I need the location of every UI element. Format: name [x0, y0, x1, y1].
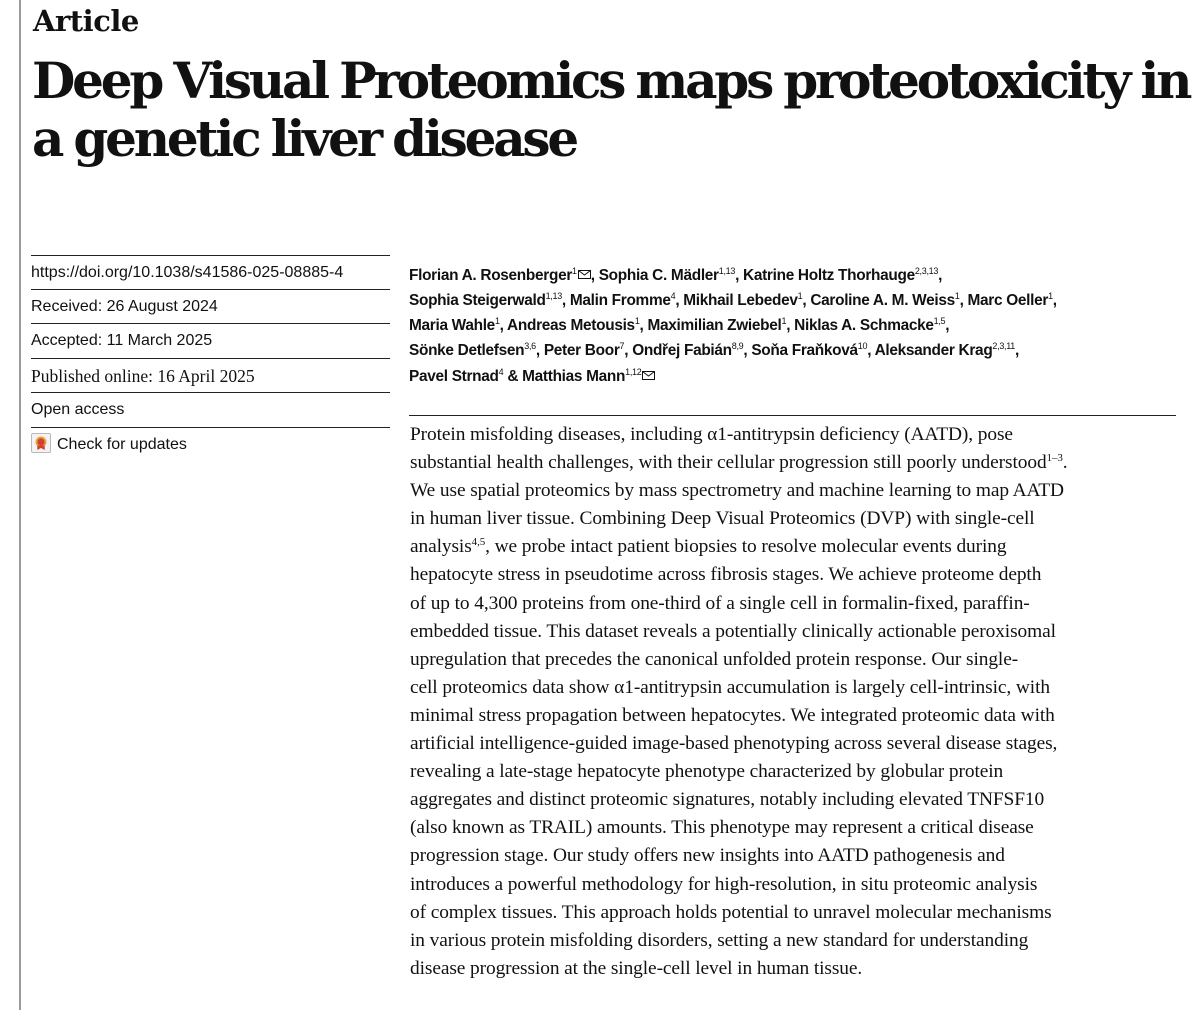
abstract-line: [410, 561, 1145, 589]
corresponding-author-envelope-icon[interactable]: [578, 262, 591, 287]
author-affiliation: 1,13: [545, 291, 562, 301]
abstract-line: [410, 590, 1145, 618]
abstract-text: (also known as TRAIL) amounts. This phenotype may represent a critical disease: [410, 817, 1034, 839]
abstract-text: .: [1062, 452, 1068, 474]
author-affiliation: 1: [634, 316, 640, 326]
author-affiliation: 1: [954, 291, 960, 301]
abstract-text: revealing a late-stage hepatocyte phenotype characterized by globular protein: [410, 761, 1004, 783]
abstract-text: upregulation that precedes the canonical unfolded protein response. Our single-: [410, 648, 1019, 670]
abstract-line: [410, 814, 1145, 842]
page-left-rule: [19, 0, 21, 1010]
author-name[interactable]: Florian A. Rosenberger: [409, 267, 573, 284]
doi-link[interactable]: https://doi.org/10.1038/s41586-025-08885-4: [31, 255, 390, 290]
author-name[interactable]: Aleksander Krag: [874, 342, 993, 359]
author-name[interactable]: Sophia C. Mädler: [598, 267, 719, 284]
author-name[interactable]: Mikhail Lebedev: [683, 292, 798, 309]
abstract-line: [410, 955, 1145, 983]
abstract-line: [410, 899, 1145, 927]
author-name[interactable]: Sophia Steigerwald: [409, 292, 546, 309]
abstract-text: , we probe intact patient biopsies to resolve molecular events during: [485, 536, 1007, 558]
abstract-line: [410, 786, 1145, 814]
abstract-text: of up to 4,300 proteins from one-third of a single cell in formalin-fixed, paraffin-: [410, 592, 1030, 614]
published-date: Published online: 16 April 2025: [31, 359, 390, 394]
abstract-line: [410, 618, 1145, 646]
check-for-updates-label: Check for updates: [57, 435, 187, 453]
article-metadata-panel: [31, 255, 390, 462]
author-affiliation: 7: [619, 341, 625, 351]
abstract-text: substantial health challenges, with their cellular progression still poorly understood: [410, 452, 1047, 474]
abstract-text: introduces a powerful methodology for high-resolution, in situ proteomic analysis: [410, 873, 1038, 895]
article-type-label: Article: [33, 4, 139, 38]
author-affiliation: 3,6: [524, 341, 536, 351]
author-name[interactable]: Malin Fromme: [569, 292, 671, 309]
abstract-text: artificial intelligence-guided image-based phenotyping across several disease stages,: [410, 733, 1058, 755]
author-affiliation: 1: [1048, 291, 1053, 301]
abstract-line: [410, 842, 1145, 870]
abstract-text: analysis: [410, 536, 472, 558]
author-affiliation: 1,13: [718, 266, 736, 276]
author-list: Florian A. Rosenberger$^1$ , Sophia C. Mädler$^{1,13}$, Katrine Holtz Thorhauge$^{2,3,13}$, Sophia Steigerwald$^{1,13}$, Malin Fromme$^4$, Mikhail Lebedev$^1$, Caroline A. M. Weiss$^1$, Marc Oeller$^1$, Maria Wahle$^1$, Andreas Metousis$^1$, Maximilian Zwiebel$^1$, Niklas A. Schmacke$^{1,5}$, Sönke Detlefsen$^{3,6}$, Peter Boor$^7$, Ondřej Fabián$^{8,9}$, Soňa Fraňková$^{10}$, Aleksander Krag$^{2,3,11}$, Pavel Strnad$^4$ & Matthias Mann$^{1,12}$: [409, 262, 1184, 389]
author-name[interactable]: Peter Boor: [543, 342, 620, 359]
abstract-line: [410, 477, 1145, 505]
abstract-line: [410, 533, 1145, 561]
accepted-date: Accepted: 11 March 2025: [31, 324, 390, 359]
abstract-text: cell proteomics data show α1-antitrypsin accumulation is largely cell-intrinsic, with: [410, 676, 1050, 698]
abstract-text: progression stage. Our study offers new insights into AATD pathogenesis and: [410, 845, 1005, 867]
author-name[interactable]: Pavel Strnad: [409, 368, 499, 385]
abstract-text: disease progression at the single-cell level in human tissue.: [410, 957, 863, 979]
abstract-line: [410, 871, 1145, 899]
author-affiliation: 8,9: [731, 341, 744, 351]
abstract-text: We use spatial proteomics by mass spectrometry and machine learning to map AATD: [410, 480, 1064, 502]
author-name[interactable]: Caroline A. M. Weiss: [810, 292, 955, 309]
corresponding-author-envelope-icon[interactable]: [642, 363, 655, 388]
check-for-updates-button[interactable]: [31, 428, 390, 463]
abstract-line: [410, 927, 1145, 955]
abstract-line: [410, 674, 1145, 702]
author-affiliation: 1: [572, 266, 577, 276]
abstract-line: [410, 702, 1145, 730]
received-date: Received: 26 August 2024: [31, 290, 390, 325]
author-name[interactable]: Andreas Metousis: [507, 317, 635, 334]
author-name[interactable]: Marc Oeller: [967, 292, 1049, 309]
abstract-text: aggregates and distinct proteomic signatures, notably including elevated TNFSF10: [410, 789, 1045, 811]
abstract-line: [410, 421, 1145, 449]
abstract-text: of complex tissues. This approach holds potential to unravel molecular mechanisms: [410, 901, 1052, 923]
author-affiliation: 2,3,13: [914, 266, 939, 276]
author-affiliation: 1: [797, 291, 803, 301]
abstract-line: [410, 505, 1145, 533]
author-affiliation: 4: [670, 291, 676, 301]
abstract-line: [410, 449, 1145, 477]
abstract-divider: [409, 415, 1176, 416]
abstract-text: hepatocyte stress in pseudotime across fibrosis stages. We achieve proteome depth: [410, 564, 1042, 586]
author-affiliation: 4: [498, 367, 504, 377]
author-name[interactable]: Matthias Mann: [522, 368, 626, 385]
citation-reference[interactable]: 4,5: [471, 536, 486, 549]
abstract-line: [410, 730, 1145, 758]
author-name[interactable]: Soňa Fraňková: [751, 342, 858, 359]
check-for-updates-icon: [31, 433, 51, 453]
abstract-text: Protein misfolding diseases, including α1-antitrypsin deficiency (AATD), pose: [410, 424, 1013, 445]
abstract-text: minimal stress propagation between hepatocytes. We integrated proteomic data with: [410, 704, 1055, 726]
abstract-line: [410, 646, 1145, 674]
author-name[interactable]: Maximilian Zwiebel: [647, 317, 782, 334]
abstract-text: in human liver tissue. Combining Deep Visual Proteomics (DVP) with single-cell: [410, 508, 1035, 530]
abstract-text: embedded tissue. This dataset reveals a potentially clinically actionable peroxisomal: [410, 620, 1056, 642]
article-title: Deep Visual Proteomics maps proteotoxicity in a genetic liver disease: [32, 51, 1190, 168]
citation-reference[interactable]: 1–3: [1046, 452, 1063, 465]
abstract-line: [410, 758, 1145, 786]
author-affiliation: 1,5: [933, 316, 946, 326]
author-name[interactable]: Ondřej Fabián: [632, 342, 732, 359]
author-name[interactable]: Sönke Detlefsen: [409, 342, 525, 359]
author-affiliation: 2,3,11: [992, 341, 1015, 351]
abstract-text: in various protein misfolding disorders, setting a new standard for understanding: [410, 929, 1029, 951]
author-name[interactable]: Maria Wahle: [409, 317, 495, 334]
abstract: [410, 421, 1145, 983]
author-affiliation: 1,12: [625, 367, 642, 377]
author-affiliation: 10: [857, 341, 868, 351]
open-access-label: Open access: [31, 393, 390, 428]
author-name[interactable]: Niklas A. Schmacke: [794, 317, 934, 334]
author-name[interactable]: Katrine Holtz Thorhauge: [743, 267, 915, 284]
author-affiliation: 1: [494, 316, 500, 326]
author-affiliation: 1: [781, 316, 787, 326]
